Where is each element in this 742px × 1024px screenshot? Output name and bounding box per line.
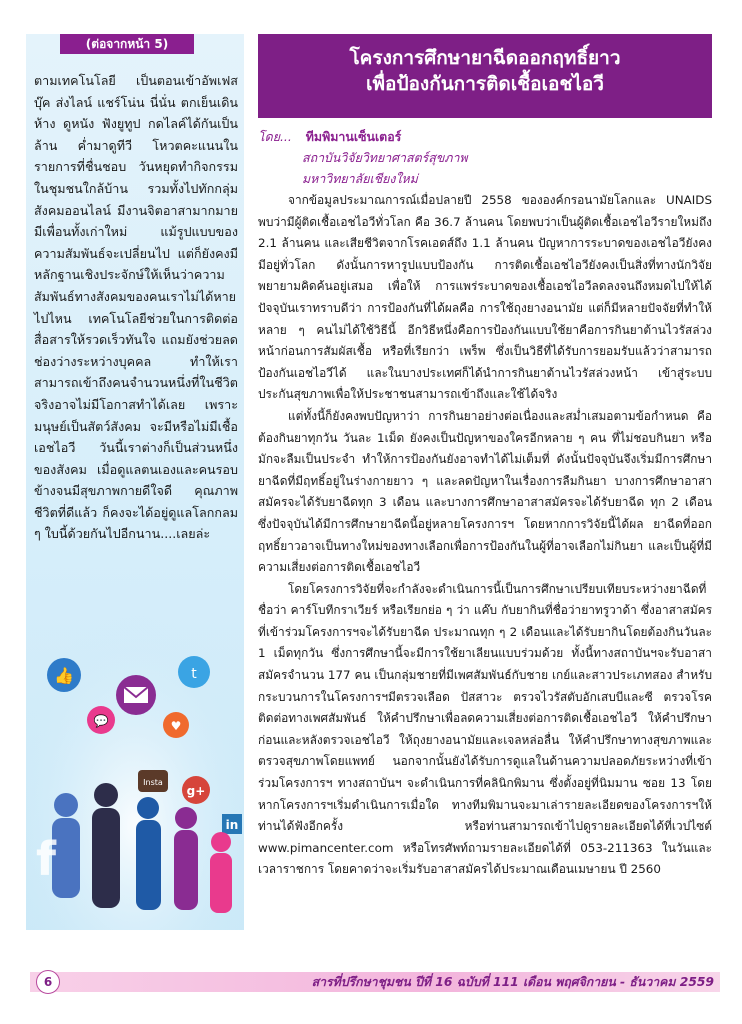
twitter-icon — [178, 656, 210, 688]
byline — [258, 126, 712, 189]
byline-affiliation-2: มหาวิทยาลัยเชียงใหม่ — [302, 171, 418, 186]
google-plus-icon — [182, 776, 210, 804]
social-media-illustration — [26, 580, 244, 930]
byline-affiliation-1: สถาบันวิจัยวิทยาศาสตร์สุขภาพ — [302, 150, 468, 165]
article-paragraph-1: จากข้อมูลประมาณการณ์เมื่อปลายปี 2558 ขององค์กรอนามัยโลกและ UNAIDS พบว่ามีผู้ติดเชื้อเอชไอวีทั่วโลก คือ 36.7 ล้านคน โดยพบว่าเป็นผู้ติดเชื้อเอชไอวีรายใหม่ถึง 2.1 ล้านคน และเสียชีวิตจากโรคเอดส์ถึง 1.1 ล้านคน ปัญหาการระบาดของเอชไอวียังคงมีอยู่ทั่วโลก ดังนั้นการหารูปแบบป้องกัน การติดเชื้อเอชไอวียังคงเป็นสิ่งที่ทางนักวิจัยพยายามคิดค้นอยู่เสมอ เพื่อให้ การแพร่ระบาดของเชื้อเอชไอวีลดลงจนถึงหมดไปให้ได้ ปัจจุบันเราทราบดีว่า การป้องกันที่ได้ผลคือ การใช้ถุงยางอนามัย แต่ก็มีหลายปัจจัยที่ทำให้หลาย ๆ คนไม่ได้ใช้วิธีนี้ อีกวิธีหนึ่งคือการป้องกันแบบใช้ยาคือการกินยาต้านไวรัสล่วง หน้าก่อนการสัมผัสเชื้อ หรือที่เรียกว่า เพร็พ ซึ่งเป็นวิธีที่ได้รับการยอมรับแล้วว่าสามารถป้องกันเอชไอวีได้ และในบางประเทศก็ได้นำการกินยาต้านไวรัสล่วงหน้า เข้าสู่ระบบประกันสุขภาพเพื่อให้ประชาชนสามารถเข้าถึงและใช้ได้จริง — [258, 193, 712, 402]
svg-text:t: t — [191, 666, 197, 682]
publication-info: สารที่ปรึกษาชุมชน ปีที่ 16 ฉบับที่ 111 เดือน พฤศจิกายน - ธันวาคม 2559 — [311, 975, 714, 989]
instagram-icon — [138, 770, 168, 792]
page-number: 6 — [36, 970, 60, 994]
article-title-line1: โครงการศึกษายาฉีดออกฤทธิ์ยาว — [349, 47, 621, 69]
heart-icon — [163, 712, 189, 738]
thumbs-up-icon — [47, 658, 81, 692]
article-body — [258, 190, 712, 881]
left-column-text — [34, 70, 238, 545]
linkedin-icon — [222, 814, 242, 834]
article-paragraph-2: แต่ทั้งนี้ก็ยังคงพบปัญหาว่า การกินยาอย่างต่อเนื่องและสม่ำเสมอตามข้อกำหนด คือ ต้องกินยาทุกวัน วันละ 1เม็ด ยังคงเป็นปัญหาของใครอีกหลาย ๆ คน ที่ไม่ชอบกินยา หรือมักจะลืมเป็นประจำ ทำให้การป้องกันยังอาจทำได้ไม่เต็มที่ ดังนั้นปัจจุบันจึงเริ่มมีการศึกษายาฉีดที่มีฤทธิ์อยู่ในร่างกายยาว ๆ และลดปัญหาในเรื่องการลืมกินยา บางการศึกษาอาสาสมัครจะได้รับยาฉีดทุก 3 เดือน และบางการศึกษาอาสาสมัครจะได้รับยาฉีด ทุก 2 เดือน ซึ่งปัจจุบันได้มีการศึกษายาฉีดนี้อยู่หลายโครงการฯ โดยหากการวิจัยนี้ได้ผล ยาฉีดที่ออกฤทธิ์ยาวอาจเป็นทางใหม่ของทางเลือกเพื่อการป้องกันในผู้ที่อาจเลือกไม่กินยา และเป็นผู้ที่มีความเสี่ยงต่อการติดเชื้อเอชไอวี — [258, 408, 712, 575]
svg-text:👍: 👍 — [54, 666, 74, 685]
mail-icon — [116, 675, 156, 715]
left-paragraph: ตามเทคโนโลยี เป็นตอนเข้าอัพเฟสบุ๊ค ส่งไลน์ แชร์โน่น นี่นั่น ตกเย็นเดินห้าง ดูหนัง ฟังยูทูป กดไลค์ได้กันเป็นล้าน ค่ำมาดูทีวี โหวตคะแนนในรายการที่ชื่นชอบ วันหยุดทำกิจกรรมในชุมชนใกล้บ้าน รวมทั้งไปทักกลุ่มสังคมออนไลน์ มีงานจิตอาสามากมาย มีเพื่อนทั้งเก่าใหม่ แม้รูปแบบของความสัมพันธ์จะเปลี่ยนไป แต่ก็ยังคงมีหลักฐานเชิงประจักษ์ให้เห็นว่าความสัมพันธ์ทางสังคมของคนเราไม่ได้หายไปไหน เทคโนโลยีช่วยในการติดต่อสื่อสารให้รวดเร็วทันใจ แถมยังช่วยลดช่องว่างระหว่างบุคคล ทำให้เราสามารถเข้าถึงคนจำนวนหนึ่งที่ในชีวิตจริงอาจไม่มีโอกาสทำได้เลย เพราะมนุษย์เป็นสัตว์สังคม จะมีหรือไม่มีเชื้อเอชไอวี วันนี้เราต่างก็เป็นส่วนหนึ่งของสังคม เมื่อดูแลตนเองและคนรอบข้างจนมีสุขภาพกายดีใจดี คุณภาพชีวิตที่ดีแล้ว ก็คงจะได้อยู่ดูแลโลกกลม ๆ ใบนี้ด้วยกันไปอีกนาน....เลยล่ะ — [34, 73, 238, 542]
article-title-box — [258, 34, 712, 118]
byline-prefix: โดย... — [258, 129, 292, 144]
svg-text:f: f — [36, 832, 57, 886]
svg-text:g+: g+ — [186, 784, 206, 798]
svg-text:♥: ♥ — [170, 719, 182, 733]
svg-text:Insta: Insta — [143, 778, 163, 787]
svg-text:💬: 💬 — [93, 714, 109, 728]
facebook-icon — [36, 832, 57, 886]
chat-icon — [87, 706, 115, 734]
article-paragraph-3: โดยโครงการวิจัยที่จะกำลังจะดำเนินการนี้เป็นการศึกษาเปรียบเทียบระหว่างยาฉีดที่ชื่อว่า คาร์โบทีกราเวียร์ หรือเรียกย่อ ๆ ว่า แค๊บ กับยากินที่ชื่อว่ายาทรูวาด้า ซึ่งอาสาสมัครที่เข้าร่วมโครงการฯจะได้รับยาฉีด ประมาณทุก ๆ 2 เดือนและได้รับยากินโดยต้องกินวันละ 1 เม็ดทุกวัน ซึ่งการศึกษานี้จะมีการใช้ยาเลียนแบบร่วมด้วย ทั้งนี้ทางสถาบันฯจะรับอาสาสมัครจำนวน 177 คน เป็นกลุ่มชายที่มีเพศสัมพันธ์กับชาย เกย์และสาวประเภทสอง สำหรับกระบวนการในโครงการฯมีตรวจเลือด ปัสสาวะ ตรวจไวรัสตับอักเสบบีและซี ตรวจโรคติดต่อทางเพศสัมพันธ์ ให้คำปรึกษาเพื่อลดความเสี่ยงต่อการติดเชื้อเอชไอวี ให้คำปรึกษาก่อนและหลังตรวจเอชไอวี ให้ถุงยางอนามัยและเจลหล่อลื่น ให้คำปรึกษาทางสุขภาพและตรวจสุขภาพโดยแพทย์ นอกจากนั้นยังได้รับการดูแลในด้านความปลอดภัยระหว่างที่เข้าร่วมโครงการฯ ทางสถาบันฯ จะดำเนินการที่คลินิกพิมาน ซึ่งตั้งอยู่ที่นิมมาน ซอย 13 โดยหากโครงการฯเริ่มดำเนินการเมื่อใด ทางทีมพิมานจะมาเล่ารายละเอียดของโครงการฯให้ท่านได้ฟังอีกครั้ง หรือท่านสามารถเข้าไปดูรายละเอียดได้ที่เวปไซต์ www.pimancenter.com หรือโทรศัพท์ถามรายละเอียดได้ที่ 053-211363 ในวันและเวลาราชการ โดยคาดว่าจะเริ่มรับอาสาสมัครได้ประมาณเดือนเมษายน ปี 2560 — [258, 581, 712, 877]
article-title-line2: เพื่อป้องกันการติดเชื้อเอชไอวี — [366, 73, 604, 95]
svg-text:in: in — [225, 818, 239, 832]
continued-tag: (ต่อจากหน้า 5) — [60, 34, 194, 54]
byline-team: ทีมพิมานเซ็นเตอร์ — [305, 129, 402, 144]
